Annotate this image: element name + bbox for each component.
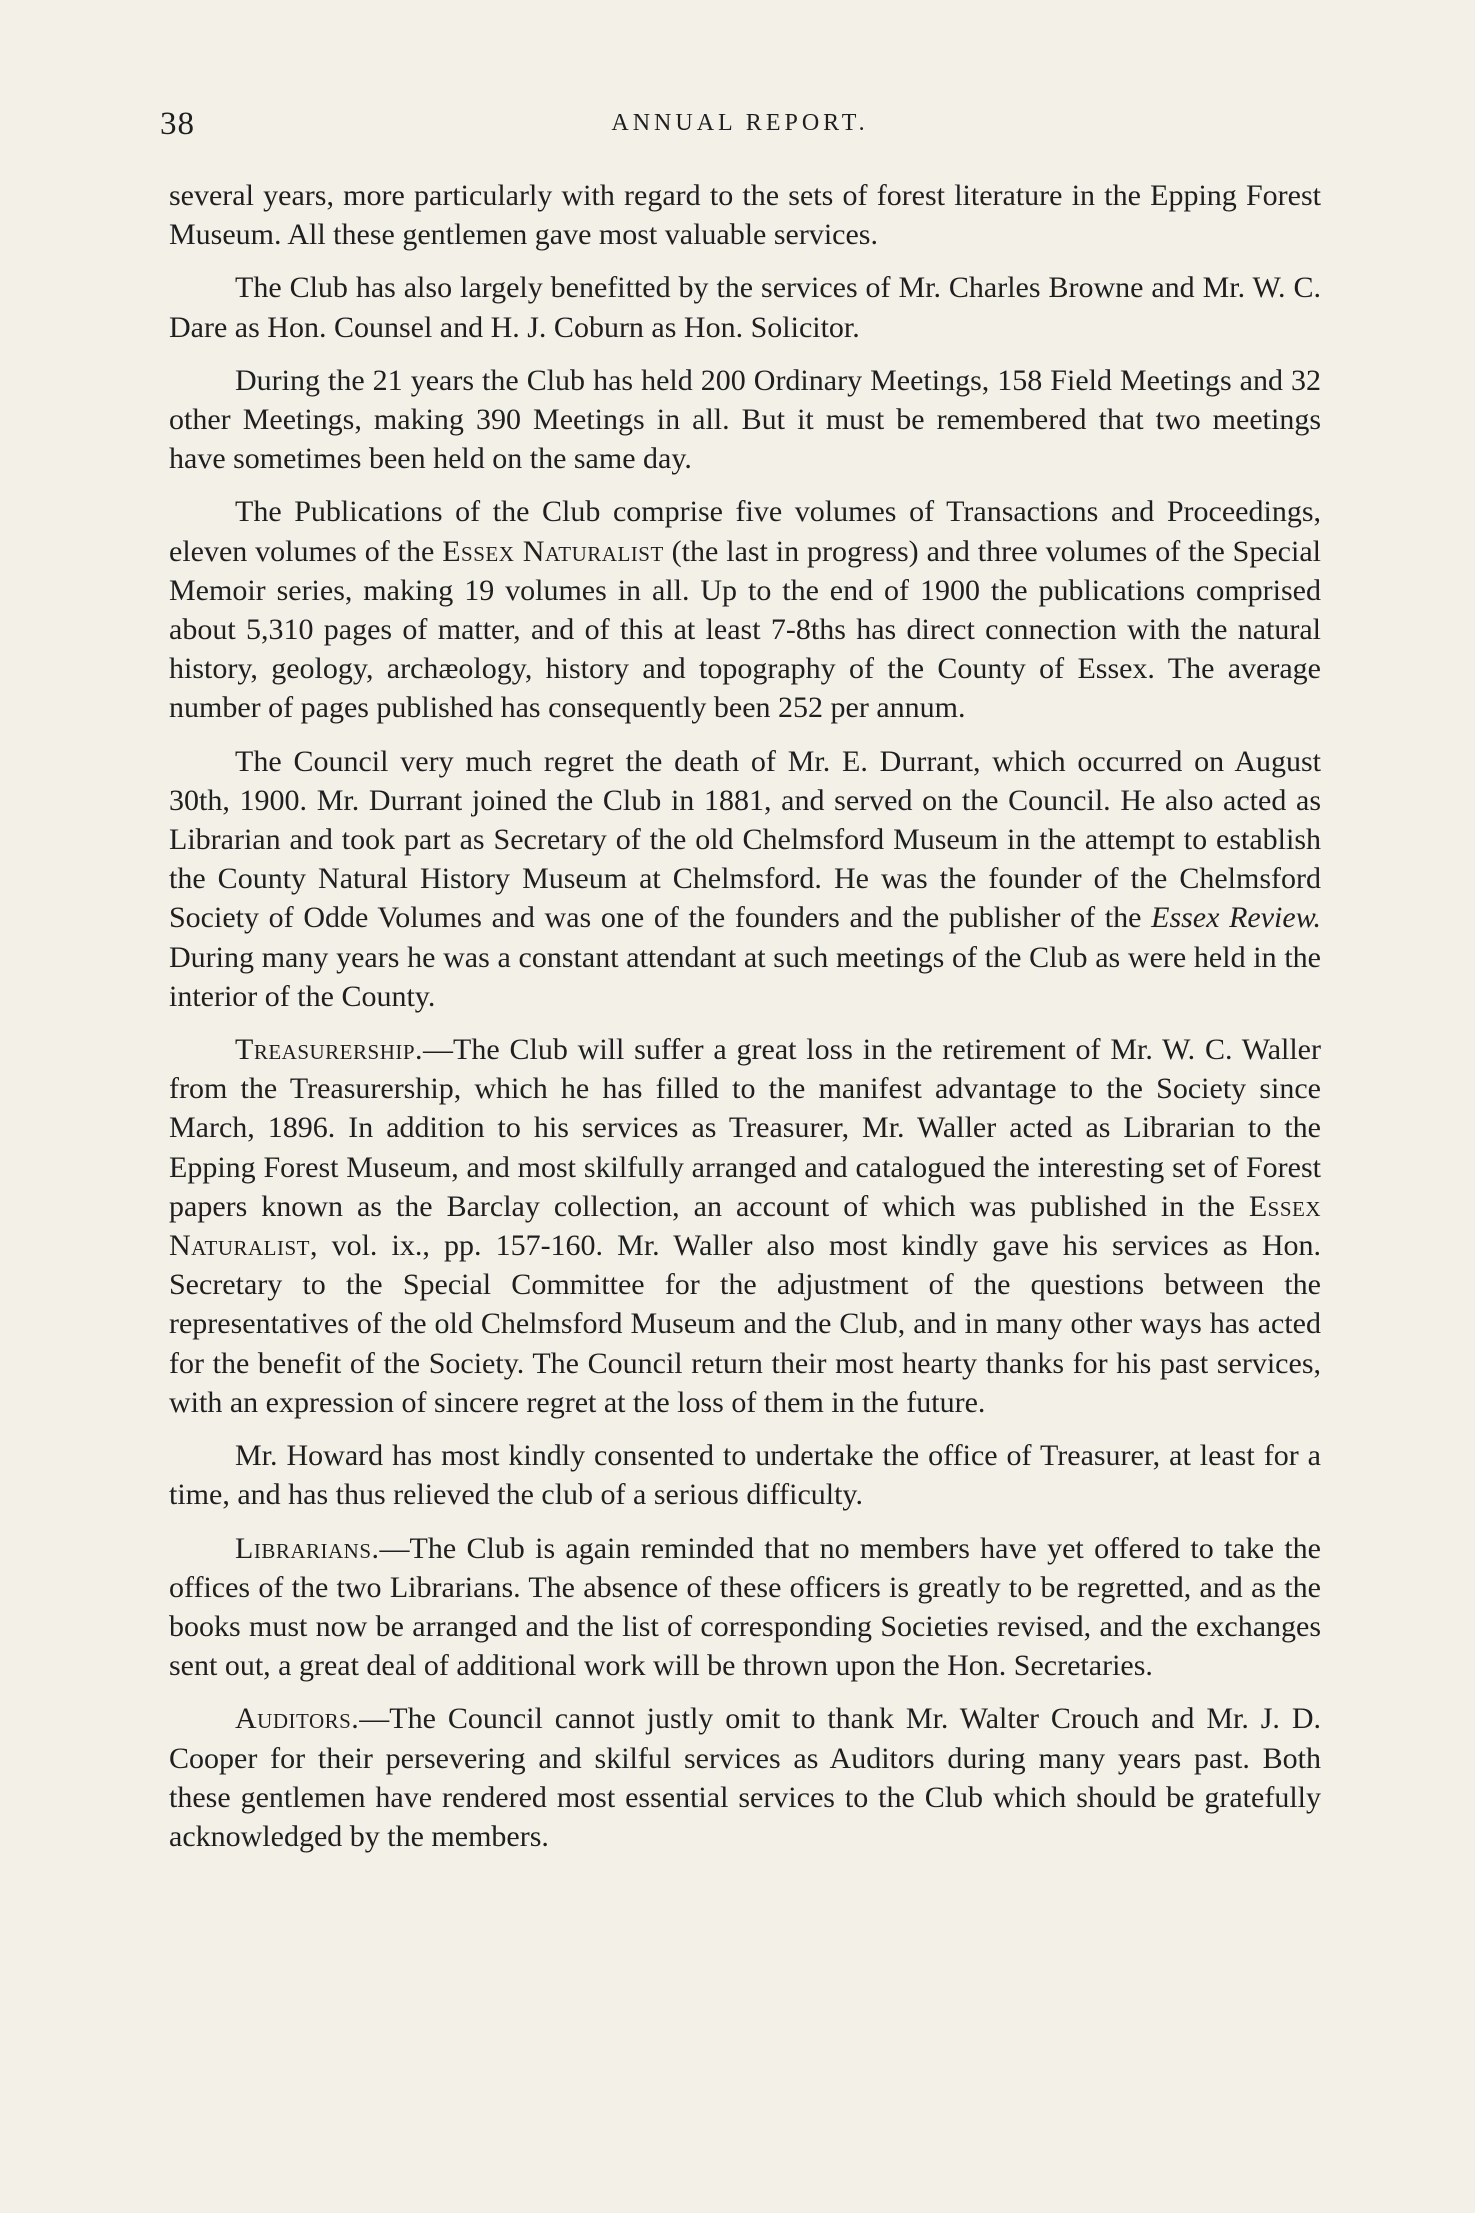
paragraph-publications (169, 492, 1321, 727)
essex-naturalist-title: Essex Naturalist (169, 1189, 1321, 1263)
auditors-text: —The Council cannot justly omit to thank Mr. Walter Crouch and Mr. J. D. Cooper for their persevering and skilful services as Auditors during many years past. Both these gentlemen have rendered most essential services to the Club which should be gratefully acknowledged by the members. (169, 1702, 1321, 1853)
essex-naturalist-title: Essex Naturalist (442, 534, 664, 568)
essex-review-title: Essex Review. (1151, 901, 1321, 935)
paragraph-meetings: During the 21 years the Club has held 200 Ordinary Meetings, 158 Field Meetings and 32 other Meetings, making 390 Meetings in all. But it must be remembered that two meetings have sometimes been held on the same day. (169, 363, 1321, 476)
paragraph-counsel: The Club has also largely benefitted by the services of Mr. Charles Browne and Mr. W. C. Dare as Hon. Counsel and H. J. Coburn as Hon. Solicitor. (169, 271, 1321, 344)
publications-text-a: The Publications of the Club comprise five volumes of Transactions and Proceedings, eleven volumes of the (169, 495, 1321, 568)
treasurership-text-a: —The Club will suffer a great loss in the retirement of Mr. W. C. Waller from the Treasurership, which he has filled to the manifest advantage to the Society since March, 1896. In addition to his services as Treasurer, Mr. Waller acted as Librarian to the Epping Forest Museum, and most skilfully arranged and catalogued the interesting set of Forest papers known as the Barclay collection, an account of which was published in the (169, 1033, 1321, 1223)
running-head: ANNUAL REPORT. (611, 110, 869, 136)
paragraph-howard: Mr. Howard has most kindly consented to undertake the office of Treasurer, at least for a time, and has thus relieved the club of a serious difficulty. (169, 1439, 1321, 1512)
paragraph-treasurership (169, 1030, 1321, 1422)
paragraph-librarians (169, 1529, 1321, 1686)
auditors-heading: Auditors. (235, 1702, 360, 1736)
page-body (169, 176, 1321, 1870)
page-number: 38 (160, 106, 195, 142)
paragraph-auditors (169, 1699, 1321, 1856)
publications-text-b: (the last in progress) and three volumes of the Special Memoir series, making 19 volumes in all. Up to the end of 1900 the publications comprised about 5,310 pages of matter, and of this at least 7-8ths has direct connection with the natural history, geology, archæology, history and topography of the County of Essex. The average number of pages published has consequently been 252 per annum. (169, 534, 1321, 725)
treasurership-heading: Treasurership. (235, 1033, 424, 1067)
paragraph-durrant (169, 742, 1321, 1016)
durrant-text-a: The Council very much regret the death of Mr. E. Durrant, which occurred on August 30th, 1900. Mr. Durrant joined the Club in 1881, and served on the Council. He also acted as Librarian and took part as Secretary of the old Chelmsford Museum in the attempt to establish the County Natural History Museum at Chelmsford. He was the founder of the Chelmsford Society of Odde Volumes and was one of the founders and the publisher of the (169, 744, 1321, 935)
librarians-text: —The Club is again reminded that no members have yet offered to take the offices of the two Librarians. The absence of these officers is greatly to be regretted, and as the books must now be arranged and the list of corresponding Societies revised, and the exchanges sent out, a great deal of additional work will be thrown upon the Hon. Secretaries. (169, 1531, 1321, 1683)
librarians-heading: Librarians. (235, 1531, 380, 1565)
page-header (160, 106, 1320, 154)
paragraph-forest-literature: several years, more particularly with regard to the sets of forest literature in the Epping Forest Museum. All these gentlemen gave most valuable services. (169, 179, 1321, 252)
durrant-text-b: During many years he was a constant attendant at such meetings of the Club as were held in the interior of the County. (169, 940, 1321, 1013)
treasurership-text-b: , vol. ix., pp. 157-160. Mr. Waller also most kindly gave his services as Hon. Secretary to the Special Committee for the adjustment of the questions between the representatives of the old Chelmsford Museum and the Club, and in many other ways has acted for the benefit of the Society. The Council return their most hearty thanks for his past services, with an expression of sincere regret at the loss of them in the future. (169, 1229, 1321, 1419)
